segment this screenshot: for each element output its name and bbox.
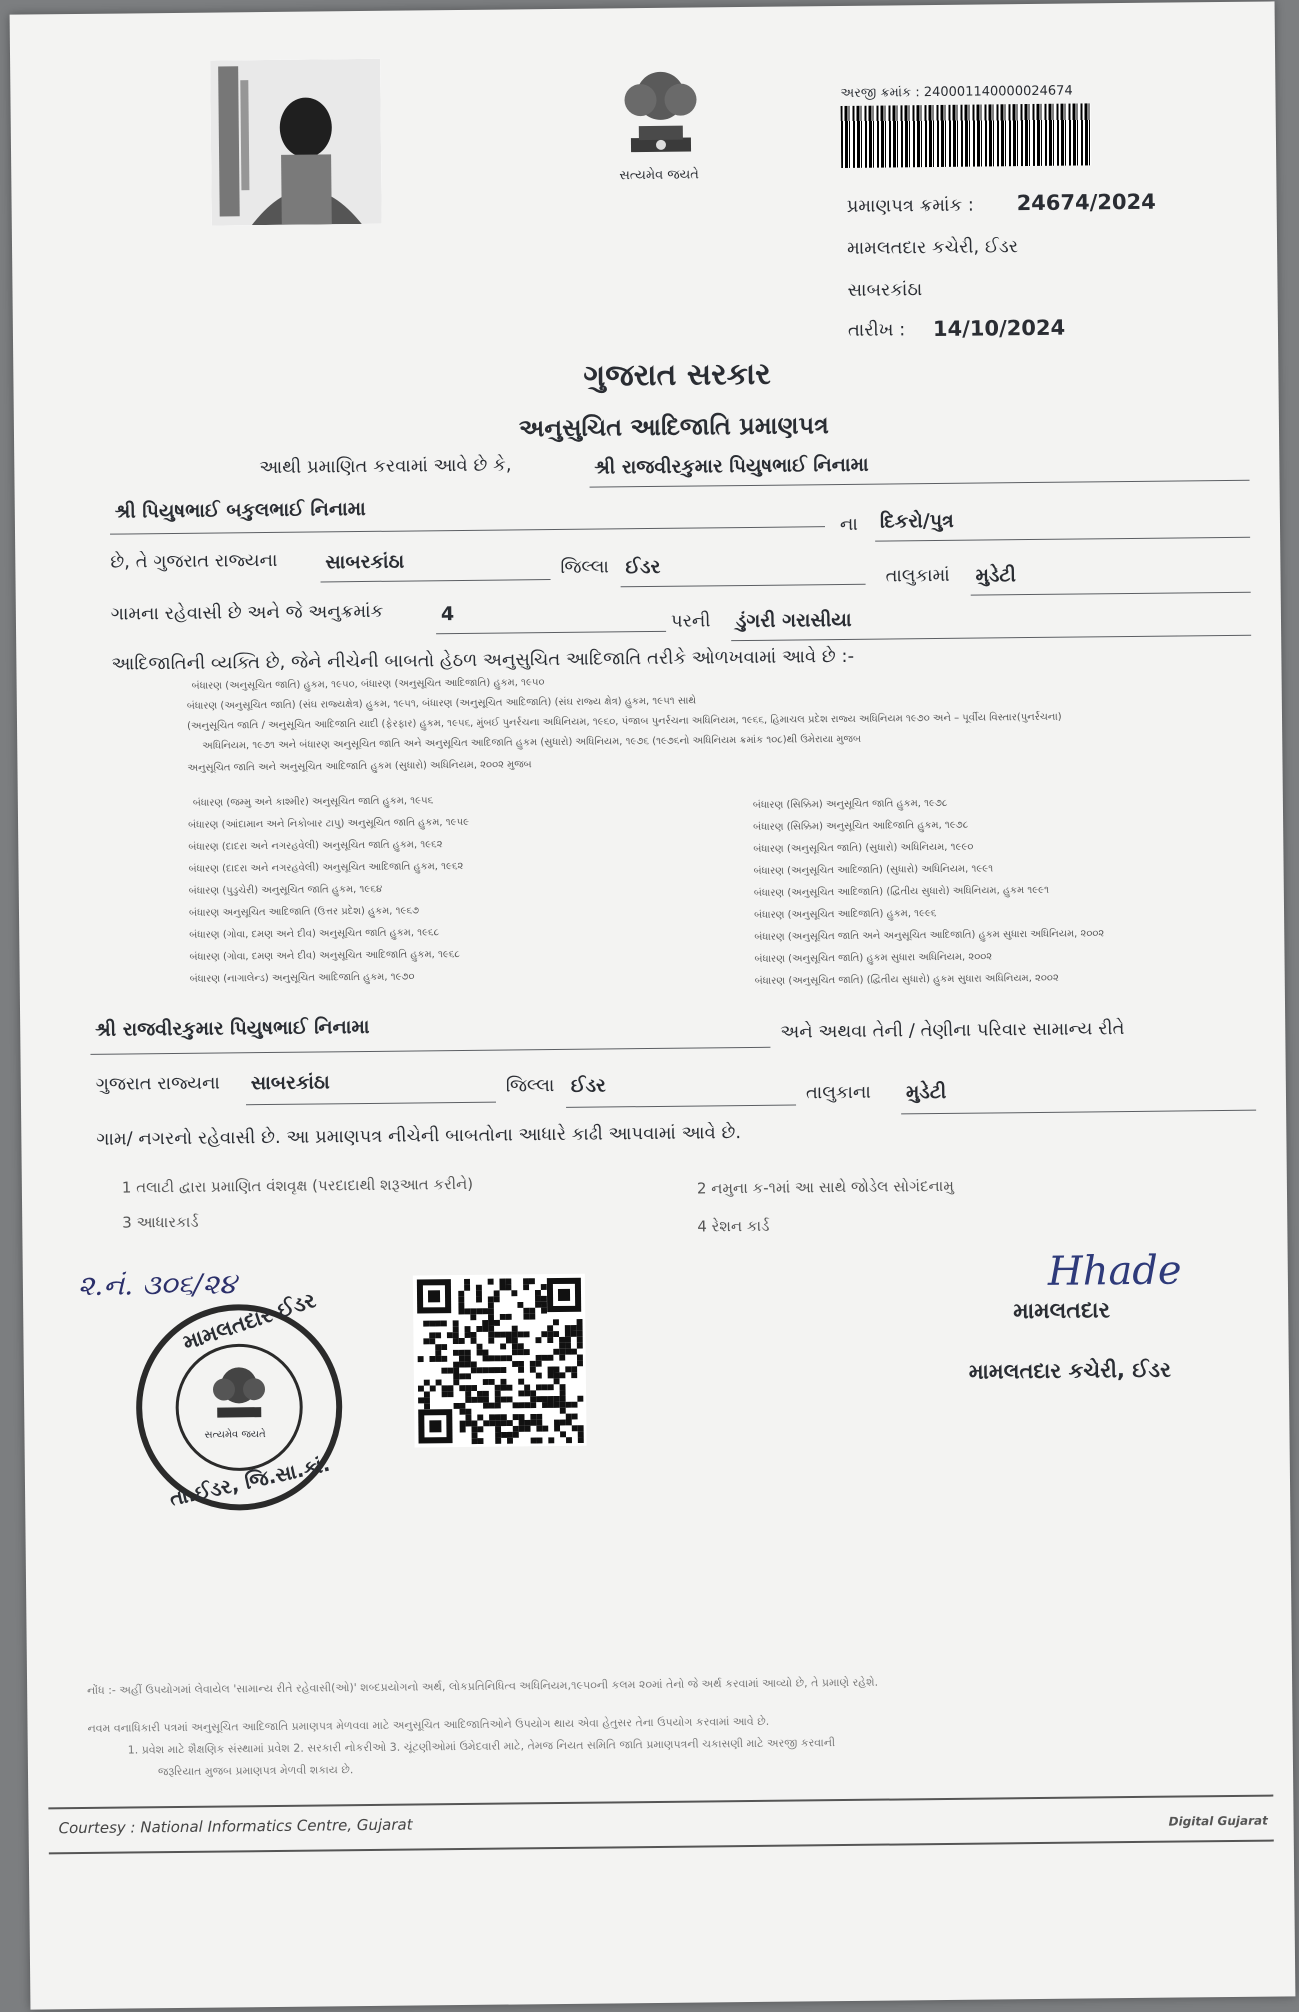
- recognition-text: આદિજાતિની વ્યક્તિ છે, જેને નીચેની બાબતો હેઠળ અનુસુચિત આદિજાતિ તરીકે ઓળખવામાં આવે છે :-: [111, 645, 855, 675]
- residence-village-underline: [901, 1110, 1256, 1115]
- na-label: ના: [839, 513, 858, 536]
- footer-rule-bottom: [49, 1840, 1274, 1854]
- district-name: સાબરકાંઠા: [325, 550, 405, 574]
- talukama-label: તાલુકામાં: [885, 564, 950, 587]
- residence-district-underline: [246, 1102, 496, 1106]
- father-underline: [110, 526, 825, 534]
- serial-number: 4: [440, 603, 455, 626]
- residence-closing: ગામ/ નગરનો રહેવાસી છે. આ પ્રમાણપત્ર નીચેની બાબતોના આધારે કાઢી આપવામાં આવે છે.: [96, 1122, 742, 1150]
- order-right: બંધારણ (અનુસૂચિત આદિજાતિ) (દ્વિતીય સુધારો) અધિનિયમ, હુકમ ૧૯૯૧: [753, 884, 1050, 899]
- applicant-photo: [210, 59, 382, 226]
- basis-item: 4 રેશન કાર્ડ: [697, 1216, 770, 1236]
- seal-bottom-text: તા.ઈડર, જિ.સા.કાં.: [167, 1451, 333, 1511]
- order-left: બંધારણ (દાદરા અને નગરહવેલી) અનુસૂચિત આદિજાતિ હુકમ, ૧૯૬૨: [188, 860, 464, 875]
- order-left: બંધારણ (જમ્મુ અને કાશ્મીર) અનુસૂચિત જાતિ હુકમ, ૧૯૫૬: [192, 795, 434, 809]
- order-right: બંધારણ (અનુસૂચિત જાતિ) (સુધારો) અધિનિયમ, ૧૯૯૦: [753, 841, 974, 855]
- residence-taluka-underline: [566, 1105, 796, 1108]
- government-title: ગુજરાત સરકાર: [583, 356, 771, 394]
- family-text: અને અથવા તેની / તેણીના પરિવાર સામાન્ય રીતે: [780, 1018, 1125, 1043]
- footer-rule-top: [48, 1795, 1273, 1809]
- order-right: બંધારણ (અનુસૂચિત જાતિ) હુકમ સુધારા અધિનિયમ, ૨૦૦૨: [754, 951, 993, 965]
- seal-top-text: મામલતદાર ઈડર: [179, 1287, 319, 1355]
- residence-name-underline: [90, 1047, 770, 1055]
- order-left: બંધારણ (ગોવા, દમણ અને દીવ) અનુસૂચિત જાતિ હુકમ, ૧૯૬૮: [189, 927, 440, 941]
- basis-item: 3 આધારકાર્ડ: [122, 1212, 199, 1232]
- officer-designation: મામલતદાર: [1013, 1298, 1111, 1325]
- note-line: નોંધ :- અહીં ઉપયોગમાં લેવાયેલ 'સામાન્ય રીતે રહેવાસી(ઓ)' શબ્દપ્રયોગનો અર્થ, લોકપ્રતિનિધિત્વ અધિનિયમ,૧૯૫૦ની કલમ ૨૦માં તેનો જે અર્થ કરવામાં આવ્યો છે, તે પ્રમાણે રહેશે.: [87, 1675, 879, 1697]
- date-label: તારીખ :: [847, 319, 906, 341]
- district-underline: [321, 579, 551, 582]
- note-line: 1. પ્રવેશ માટે શૈક્ષણિક સંસ્થામાં પ્રવેશ 2. સરકારી નોકરીઓ 3. ચૂંટણીઓમાં ઉમેદવારી માટે, તેમજ નિયત સમિતિ જાતિ પ્રમાણપત્રની ચકાસણી માટે અરજી કરવાની: [127, 1736, 836, 1757]
- order-right: બંધારણ (અનુસૂચિત જાતિ) (દ્વિતીય સુધારો) હુકમ સુધારા અધિનિયમ, ૨૦૦૨: [754, 972, 1059, 987]
- order-left: બંધારણ (પુડુચેરી) અનુસૂચિત જાતિ હુકમ, ૧૯૬૪: [188, 883, 383, 897]
- issue-date: 14/10/2024: [932, 315, 1066, 342]
- basis-item: 2 નમુના ક-૧માં આ સાથે જોડેલ સોગંદનામુ: [696, 1176, 954, 1198]
- order-right: બંધારણ (સિક્કિમ) અનુસૂચિત જાતિ હુકમ, ૧૯૭૮: [752, 797, 948, 811]
- order-right: બંધારણ (સિક્કિમ) અનુસૂચિત આદિજાતિ હુકમ, ૧૯૭૮: [753, 819, 969, 833]
- serial-underline: [436, 631, 666, 634]
- village-name: મુડેટી: [975, 564, 1016, 587]
- jilla-label: જિલ્લા: [560, 556, 609, 578]
- emblem-motto: સત્યમેવ જયતે: [619, 167, 699, 184]
- village-underline: [971, 592, 1251, 596]
- handwritten-note: ૨.નં. ૩૦૬/૨૪: [77, 1267, 237, 1303]
- residence-talukana-label: તાલુકાના: [805, 1081, 871, 1104]
- applicant-name: શ્રી રાજવીરકુમાર પિયુષભાઈ નિનામા: [594, 453, 869, 479]
- tribe-underline: [731, 635, 1251, 641]
- residence-district: સાબરકાંઠા: [250, 1071, 330, 1095]
- order-left: બંધારણ (ગોવા, દમણ અને દીવ) અનુસૂચિત આદિજાતિ હુકમ, ૧૯૬૮: [189, 949, 460, 963]
- order-line: અધિનિયમ, ૧૯૭૧ અને બંધારણ અનુસૂચિત જાતિ અને અનુસૂચિત આદિજાતિ હુકમ (સુધારો) અધિનિયમ, ૧૯૭૬ (૧૯૭૬નો અધિનિયમ ક્રમાંક ૧૦૮)થી ઉમેરાયા મુજબ: [202, 733, 862, 752]
- officer-office: મામલતદાર કચેરી, ઈડર: [968, 1357, 1171, 1384]
- order-line: અનુસૂચિત જાતિ અને અનુસૂચિત આદિજાતિ હુકમ (સુધારો) અધિનિયમ, ૨૦૦૨ મુજબ: [187, 759, 532, 774]
- relation: દિકરો/પુત્ર: [879, 509, 954, 533]
- order-right: બંધારણ (અનુસૂચિત આદિજાતિ) (સુધારો) અધિનિયમ, ૧૯૯૧: [753, 863, 994, 877]
- qr-code: [413, 1274, 587, 1448]
- note-line: જરૂરિયાત મુજબ પ્રમાણપત્ર મેળવી શકાય છે.: [157, 1763, 354, 1779]
- residence-prefix: ગામના રહેવાસી છે અને જે અનુક્રમાંક: [110, 600, 384, 625]
- order-left: બંધારણ (દાદરા અને નગરહવેલી) અનુસૂચિત જાતિ હુકમ, ૧૯૬૨: [188, 839, 443, 853]
- certificate-title: અનુસુચિત આદિજાતિ પ્રમાણપત્ર: [518, 411, 830, 443]
- taluka-name: ઈડર: [625, 555, 661, 579]
- certificate-number: 24674/2024: [1016, 189, 1156, 216]
- residence-state-prefix: ગુજરાત રાજ્યના: [95, 1072, 220, 1095]
- certify-prefix: આથી પ્રમાણિત કરવામાં આવે છે કે,: [259, 454, 512, 479]
- order-right: બંધારણ (અનુસૂચિત જાતિ અને અનુસૂચિત આદિજાતિ) હુકમ સુધારા અધિનિયમ, ૨૦૦૨: [754, 928, 1105, 943]
- taluka-underline: [621, 584, 866, 588]
- applicant-underline: [590, 480, 1250, 488]
- issuing-office: મામલતદાર કચેરી, ઈડર: [846, 236, 1019, 259]
- state-prefix: છે, તે ગુજરાત રાજ્યના: [110, 549, 278, 573]
- digital-gujarat-brand: Digital Gujarat: [1168, 1813, 1268, 1829]
- order-left: બંધારણ (નાગાલેન્ડ) અનુસૂચિત આદિજાતિ હુકમ, ૧૯૭૦: [189, 971, 415, 985]
- residence-taluka: ઈડર: [570, 1074, 606, 1097]
- order-right: બંધારણ (અનુસૂચિત આદિજાતિ) હુકમ, ૧૯૯૬: [754, 908, 937, 921]
- order-line: (અનુસૂચિત જાતિ / અનુસૂચિત આદિજાતિ યાદી (ફેરફાર) હુકમ, ૧૯૫૬, મુંબઈ પુનર્રચના અધિનિયમ, ૧૯૬૦, પંજાબ પુનર્રચના અધિનિયમ, ૧૯૬૬, હિમાચલ પ્રદેશ રાજ્ય અધિનિયમ ૧૯૭૦ અને – પૂર્વીય વિસ્તાર(પુનર્રચના): [186, 711, 1062, 732]
- residence-jilla-label: જિલ્લા: [505, 1075, 555, 1097]
- certificate-no-label: પ્રમાણપત્ર ક્રમાંક :: [846, 194, 975, 217]
- order-line: બંધારણ (અનુસૂચિત જાતિ) હુકમ, ૧૯૫૦, બંધારણ (અનુસૂચિત આદિજાતિ) હુકમ, ૧૯૫૦: [191, 677, 545, 692]
- residence-village: મુડેટી: [905, 1080, 947, 1104]
- order-line: બંધારણ (અનુસૂચિત જાતિ) (સંઘ રાજ્યક્ષેત્ર) હુકમ, ૧૯૫૧, બંધારણ (અનુસૂચિત આદિજાતિ) (સંઘ રાજ્ય ક્ષેત્ર) હુકમ, ૧૯૫૧ સાથે: [186, 695, 697, 712]
- basis-item: 1 તલાટી દ્વારા પ્રમાણિત વંશવૃક્ષ (પરદાદાથી શરૂઆત કરીને): [121, 1174, 474, 1197]
- barcode: [841, 103, 1092, 168]
- issuing-district: સાબરકાંઠા: [847, 279, 923, 301]
- note-line: નવમ વનાધિકારી પત્રમાં અનુસૂચિત આદિજાતિ પ્રમાણપત્ર મેળવવા માટે અનુસૂચિત આદિજાતિઓને ઉપયોગ થાય એવા હેતુસર તેના ઉપયોગ કરવામાં આવે છે.: [87, 1714, 770, 1735]
- office-seal: [128, 1287, 350, 1518]
- courtesy-text: Courtesy : National Informatics Centre, Gujarat: [58, 1815, 413, 1838]
- seal-motto: સત્યમેવ જયતે: [204, 1429, 266, 1441]
- residence-name: શ્રી રાજવીરકુમાર પિયુષભાઈ નિનામા: [95, 1015, 370, 1041]
- order-left: બંધારણ (આંદામાન અને નિકોબાર ટાપુ) અનુસૂચિત જાતિ હુકમ, ૧૯૫૯: [188, 816, 470, 831]
- officer-signature: Hhade: [1047, 1247, 1182, 1295]
- relation-underline: [875, 537, 1250, 542]
- parni-label: પરની: [670, 610, 711, 632]
- father-name: શ્રી પિયુષભાઈ બકુલભાઈ નિનામા: [114, 497, 366, 523]
- order-left: બંધારણ અનુસૂચિત આદિજાતિ (ઉત્તર પ્રદેશ) હુકમ, ૧૯૬૭: [188, 905, 420, 919]
- national-emblem: [610, 55, 711, 196]
- tribe-name: ડુંગરી ગરાસીયા: [735, 608, 852, 633]
- certificate-page: [10, 1, 1296, 2009]
- reference-number: અરજી ક્રમાંક : 240001140000024674: [840, 83, 1073, 101]
